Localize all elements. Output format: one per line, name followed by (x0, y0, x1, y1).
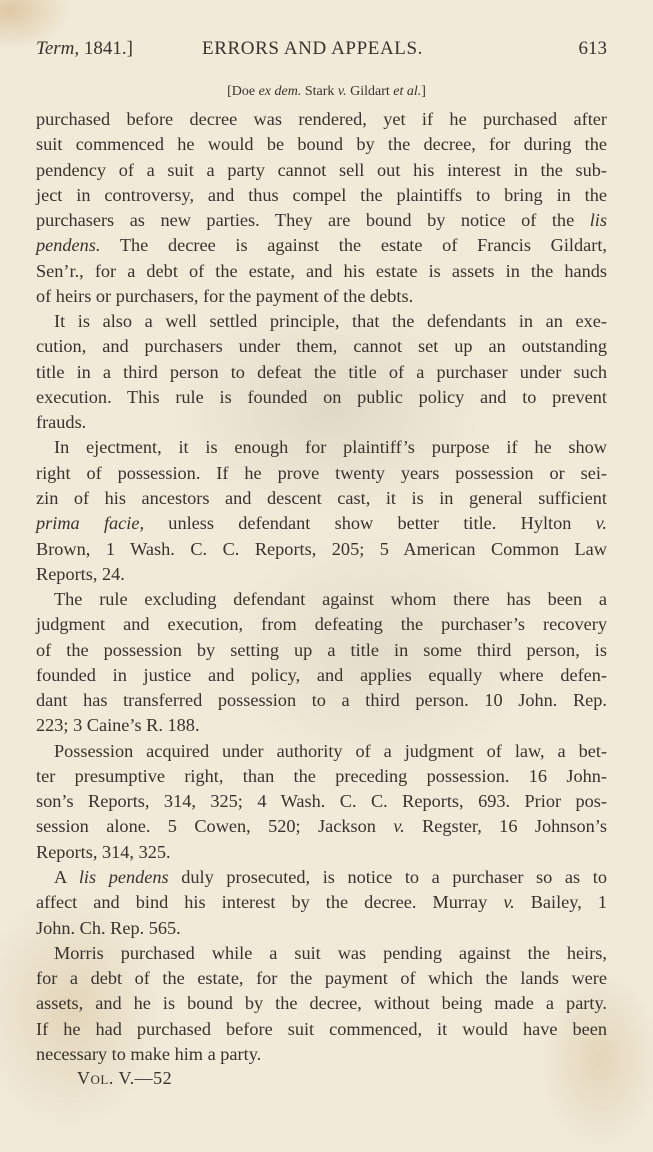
line-text: Brown, 1 Wash. C. C. Reports, 205; 5 American Common Law (36, 538, 607, 559)
text-line (36, 966, 607, 991)
line-text: Reports, 314, 325. (36, 841, 171, 862)
text-line (36, 385, 607, 410)
paragraph (36, 435, 607, 587)
caption-italic: ex dem. (258, 84, 302, 99)
line-text: Sen’r., for a debt of the estate, and his estate is assets in the hands (36, 260, 607, 281)
line-text: frauds. (36, 412, 87, 433)
line-text: purchasers as new parties. They are bound by notice of the (36, 210, 590, 231)
volume-signature: Vol. V.—52 (77, 1068, 173, 1088)
line-text: Possession acquired under authority of a judgment of law, a bet- (54, 740, 607, 761)
line-text: cution, and purchasers under them, cannot set up an outstanding (36, 336, 607, 357)
paragraph (36, 587, 607, 739)
italic-text: pendens. (36, 235, 101, 256)
line-text: Regster, 16 Johnson’s (404, 816, 607, 837)
paragraph (36, 309, 607, 435)
term-year: 1841.] (79, 38, 133, 59)
line-text: If he had purchased before suit commenced, it would have been (36, 1018, 607, 1039)
caption-italic: v. (337, 84, 347, 99)
line-text: assets, and he is bound by the decree, without being made a party. (36, 993, 607, 1014)
body-text (36, 107, 607, 1067)
text-line (36, 1042, 607, 1067)
line-text: judgment and execution, from defeating the purchaser’s recovery (36, 614, 607, 635)
text-line (36, 132, 607, 157)
text-line (36, 739, 607, 764)
line-text: Morris purchased while a suit was pending against the heirs, (54, 942, 607, 963)
paragraph (36, 739, 607, 865)
term-word: Term, (36, 38, 80, 59)
line-text: unless defendant show better title. Hylton (144, 513, 596, 534)
line-text: In ejectment, it is enough for plaintiff’s purpose if he show (54, 437, 607, 458)
text-line (36, 840, 607, 865)
text-line (36, 941, 607, 966)
text-line (36, 461, 607, 486)
text-line (36, 360, 607, 385)
line-text: It is also a well settled principle, that the defendants in an exe- (54, 311, 607, 332)
line-text: dant has transferred possession to a third person. 10 John. Rep. (36, 690, 607, 711)
italic-text: v. (595, 513, 607, 534)
text-line (36, 713, 607, 738)
line-text: The rule excluding defendant against whom there has been a (54, 589, 607, 610)
text-line (36, 764, 607, 789)
line-text: purchased before decree was rendered, yet if he purchased after (36, 109, 607, 129)
line-text: necessary to make him a party. (36, 1043, 262, 1064)
line-text: duly prosecuted, is notice to a purchaser so as to (168, 866, 607, 887)
line-text: title in a third person to defeat the title of a purchaser under such (36, 361, 607, 382)
line-text: session alone. 5 Cowen, 520; Jackson (36, 816, 394, 837)
text-line (36, 334, 607, 359)
text-line (36, 233, 607, 258)
line-text: Reports, 24. (36, 563, 125, 584)
line-text: right of possession. If he prove twenty years possession or sei- (36, 462, 607, 483)
text-line (36, 789, 607, 814)
text-line (36, 486, 607, 511)
line-text: for a debt of the estate, for the payment of which the lands were (36, 968, 607, 989)
text-line (36, 107, 607, 132)
text-line (36, 511, 607, 536)
line-text: John. Ch. Rep. 565. (36, 917, 181, 938)
text-line (36, 916, 607, 941)
line-text: execution. This rule is founded on public policy and to prevent (36, 386, 607, 407)
text-line (36, 991, 607, 1016)
caption-italic: et al. (393, 84, 422, 99)
paragraph (36, 107, 607, 309)
text-line (36, 663, 607, 688)
caption-text: ] (421, 84, 426, 99)
text-line (36, 284, 607, 309)
paragraph (36, 941, 607, 1067)
running-header (36, 38, 607, 66)
paragraph (36, 865, 607, 941)
term-label (36, 38, 133, 60)
caption-text: [Doe (227, 84, 259, 99)
italic-text: prima facie, (36, 513, 145, 534)
page-number: 613 (578, 38, 607, 59)
line-text: The decree is against the estate of Francis Gildart, (100, 235, 607, 256)
italic-text: lis (589, 210, 607, 231)
line-text: Bailey, 1 (514, 892, 607, 913)
line-text: founded in justice and policy, and applies equally where defen- (36, 664, 607, 685)
line-text: affect and bind his interest by the decree. Murray (36, 892, 504, 913)
text-line (36, 562, 607, 587)
text-line (36, 435, 607, 460)
text-line (36, 410, 607, 435)
text-line (36, 183, 607, 208)
italic-text: v. (503, 892, 515, 913)
line-text: ter presumptive right, than the preceding possession. 16 John- (36, 765, 607, 786)
italic-text: lis pendens (78, 866, 169, 887)
text-line (36, 587, 607, 612)
text-line (36, 814, 607, 839)
line-text: A (54, 866, 79, 887)
text-line (36, 309, 607, 334)
text-line (36, 259, 607, 284)
text-line (36, 1017, 607, 1042)
caption-text: Gildart (346, 84, 394, 99)
text-line (36, 158, 607, 183)
text-line (36, 208, 607, 233)
text-line (36, 638, 607, 663)
text-line (36, 537, 607, 562)
line-text: suit commenced he would be bound by the decree, for during the (36, 134, 607, 155)
line-text: of the possession by setting up a title in some third person, is (36, 639, 607, 660)
page-title: ERRORS AND APPEALS. (202, 38, 423, 59)
line-text: ject in controversy, and thus compel the plaintiffs to bring in the (36, 184, 607, 205)
case-caption (0, 84, 653, 100)
italic-text: v. (393, 816, 405, 837)
text-line (36, 890, 607, 915)
text-line (36, 612, 607, 637)
line-text: pendency of a suit a party cannot sell out his interest in the sub- (36, 159, 607, 180)
line-text: of heirs or purchasers, for the payment of the debts. (36, 285, 414, 306)
text-line (36, 865, 607, 890)
caption-text: Stark (301, 84, 338, 99)
line-text: son’s Reports, 314, 325; 4 Wash. C. C. Reports, 693. Prior pos- (36, 791, 607, 812)
line-text: 223; 3 Caine’s R. 188. (36, 715, 200, 736)
line-text: zin of his ancestors and descent cast, it is in general sufficient (36, 487, 607, 508)
text-line (36, 688, 607, 713)
